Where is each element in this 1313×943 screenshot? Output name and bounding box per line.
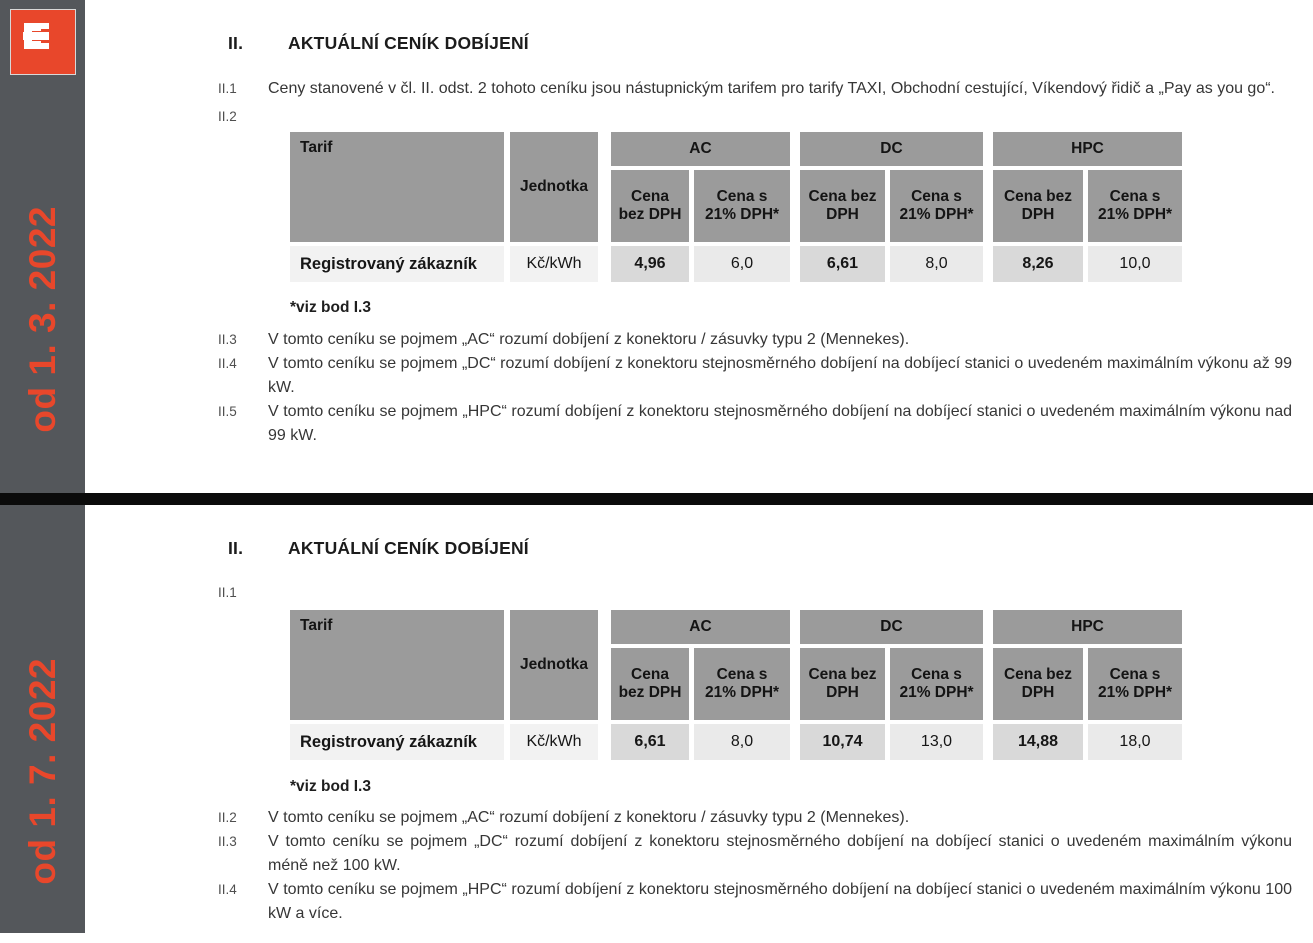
table-subheader-price-incl-vat: Cena s 21% DPH*: [1088, 648, 1182, 720]
table-cell-ac-price-excl-vat: 4,96: [611, 246, 689, 282]
section-heading-title: AKTUÁLNÍ CENÍK DOBÍJENÍ: [288, 538, 529, 558]
table-header-jednotka: Jednotka: [510, 132, 598, 242]
paragraph: [85, 328, 1313, 352]
table-cell-hpc-price-excl-vat: 14,88: [993, 724, 1083, 760]
table-header-tarif: Tarif: [290, 132, 504, 242]
section-heading-number: II.: [228, 538, 244, 558]
table-group-header-ac: AC: [611, 132, 790, 166]
paragraph-text: [268, 581, 1292, 600]
paragraph-number: II.4: [218, 882, 237, 897]
paragraph: [85, 581, 1313, 600]
table-group-header-hpc: HPC: [993, 132, 1182, 166]
section-2: [85, 505, 1313, 933]
table-footnote: *viz bod I.3: [290, 778, 371, 795]
paragraph: [85, 105, 1313, 124]
cez-e-icon: [24, 23, 49, 49]
table-subheader-price-incl-vat: Cena s 21% DPH*: [694, 648, 790, 720]
table-cell-dc-price-incl-vat: 13,0: [890, 724, 983, 760]
effective-date-label-1: od 1. 3. 2022: [21, 206, 63, 433]
paragraph-text: V tomto ceníku se pojmem „DC“ rozumí dobíjení z konektoru stejnosměrného dobíjení na dobíjecí stanici o uvedeném maximálním výkonu až 99 kW.: [268, 355, 1292, 396]
paragraph: [85, 400, 1313, 448]
table-subheader-price-excl-vat: Cena bez DPH: [993, 648, 1083, 720]
definition-paragraphs: [85, 328, 1313, 448]
table-cell-unit: Kč/kWh: [510, 724, 598, 760]
section-heading-title: AKTUÁLNÍ CENÍK DOBÍJENÍ: [288, 33, 529, 53]
table-group-header-dc: DC: [800, 610, 983, 644]
paragraph-number: II.3: [218, 332, 237, 347]
table-cell-tariff-name: Registrovaný zákazník: [290, 724, 504, 760]
paragraph-number: II.2: [218, 109, 237, 124]
table-cell-hpc-price-incl-vat: 10,0: [1088, 246, 1182, 282]
paragraph-text: Ceny stanovené v čl. II. odst. 2 tohoto ceníku jsou nástupnickým tarifem pro tarify TAXI, Obchodní cestující, Víkendový řidič a „Pay as you go“.: [268, 80, 1275, 97]
paragraph-text: V tomto ceníku se pojmem „DC“ rozumí dobíjení z konektoru stejnosměrného dobíjení na dobíjecí stanici o uvedeném maximálním výkonu méně než 100 kW.: [268, 833, 1292, 874]
paragraph: [85, 352, 1313, 400]
pricing-table: [290, 132, 1313, 282]
paragraph: [85, 77, 1313, 101]
section-divider: [0, 493, 1313, 505]
paragraph-text: [268, 105, 1292, 124]
table-subheader-price-incl-vat: Cena s 21% DPH*: [694, 170, 790, 242]
table-footnote: *viz bod I.3: [290, 299, 371, 316]
paragraph: [85, 830, 1313, 878]
effective-date-label-2: od 1. 7. 2022: [21, 658, 63, 885]
sidebar-section-2: [0, 505, 85, 933]
table-subheader-price-incl-vat: Cena s 21% DPH*: [1088, 170, 1182, 242]
table-group-header-dc: DC: [800, 132, 983, 166]
table-cell-hpc-price-incl-vat: 18,0: [1088, 724, 1182, 760]
paragraph-number: II.1: [218, 81, 237, 96]
paragraph-number: II.2: [218, 810, 237, 825]
table-cell-ac-price-excl-vat: 6,61: [611, 724, 689, 760]
section-1: [85, 0, 1313, 493]
paragraph-number: II.4: [218, 356, 237, 371]
table-cell-ac-price-incl-vat: 6,0: [694, 246, 790, 282]
sidebar-section-1: [0, 0, 85, 493]
section-heading: [85, 538, 1313, 559]
table-subheader-price-incl-vat: Cena s 21% DPH*: [890, 648, 983, 720]
table-subheader-price-excl-vat: Cena bez DPH: [800, 648, 885, 720]
table-cell-dc-price-excl-vat: 10,74: [800, 724, 885, 760]
table-cell-dc-price-excl-vat: 6,61: [800, 246, 885, 282]
table-subheader-price-incl-vat: Cena s 21% DPH*: [890, 170, 983, 242]
table-cell-unit: Kč/kWh: [510, 246, 598, 282]
definition-paragraphs: [85, 806, 1313, 926]
paragraph-text: V tomto ceníku se pojmem „AC“ rozumí dobíjení z konektoru / zásuvky typu 2 (Mennekes).: [268, 809, 910, 826]
table-subheader-price-excl-vat: Cena bez DPH: [800, 170, 885, 242]
table-group-header-ac: AC: [611, 610, 790, 644]
cez-logo: [10, 9, 76, 75]
paragraph-text: V tomto ceníku se pojmem „HPC“ rozumí dobíjení z konektoru stejnosměrného dobíjení na dobíjecí stanici o uvedeném maximálním výkonu 100 kW a více.: [268, 881, 1292, 922]
table-cell-tariff-name: Registrovaný zákazník: [290, 246, 504, 282]
paragraph-number: II.5: [218, 404, 237, 419]
section-heading-number: II.: [228, 33, 244, 53]
paragraph-text: V tomto ceníku se pojmem „AC“ rozumí dobíjení z konektoru / zásuvky typu 2 (Mennekes).: [268, 331, 910, 348]
paragraph-text: V tomto ceníku se pojmem „HPC“ rozumí dobíjení z konektoru stejnosměrného dobíjení na dobíjecí stanici o uvedeném maximálním výkonu nad 99 kW.: [268, 403, 1292, 444]
table-cell-dc-price-incl-vat: 8,0: [890, 246, 983, 282]
table-cell-ac-price-incl-vat: 8,0: [694, 724, 790, 760]
table-cell-hpc-price-excl-vat: 8,26: [993, 246, 1083, 282]
paragraph-number: II.1: [218, 585, 237, 600]
table-header-jednotka: Jednotka: [510, 610, 598, 720]
table-subheader-price-excl-vat: Cena bez DPH: [611, 170, 689, 242]
section-heading: [85, 33, 1313, 54]
table-group-header-hpc: HPC: [993, 610, 1182, 644]
paragraph: [85, 878, 1313, 926]
table-subheader-price-excl-vat: Cena bez DPH: [611, 648, 689, 720]
table-subheader-price-excl-vat: Cena bez DPH: [993, 170, 1083, 242]
paragraph-number: II.3: [218, 834, 237, 849]
paragraph: [85, 806, 1313, 830]
table-header-tarif: Tarif: [290, 610, 504, 720]
pricing-table: [290, 610, 1313, 760]
